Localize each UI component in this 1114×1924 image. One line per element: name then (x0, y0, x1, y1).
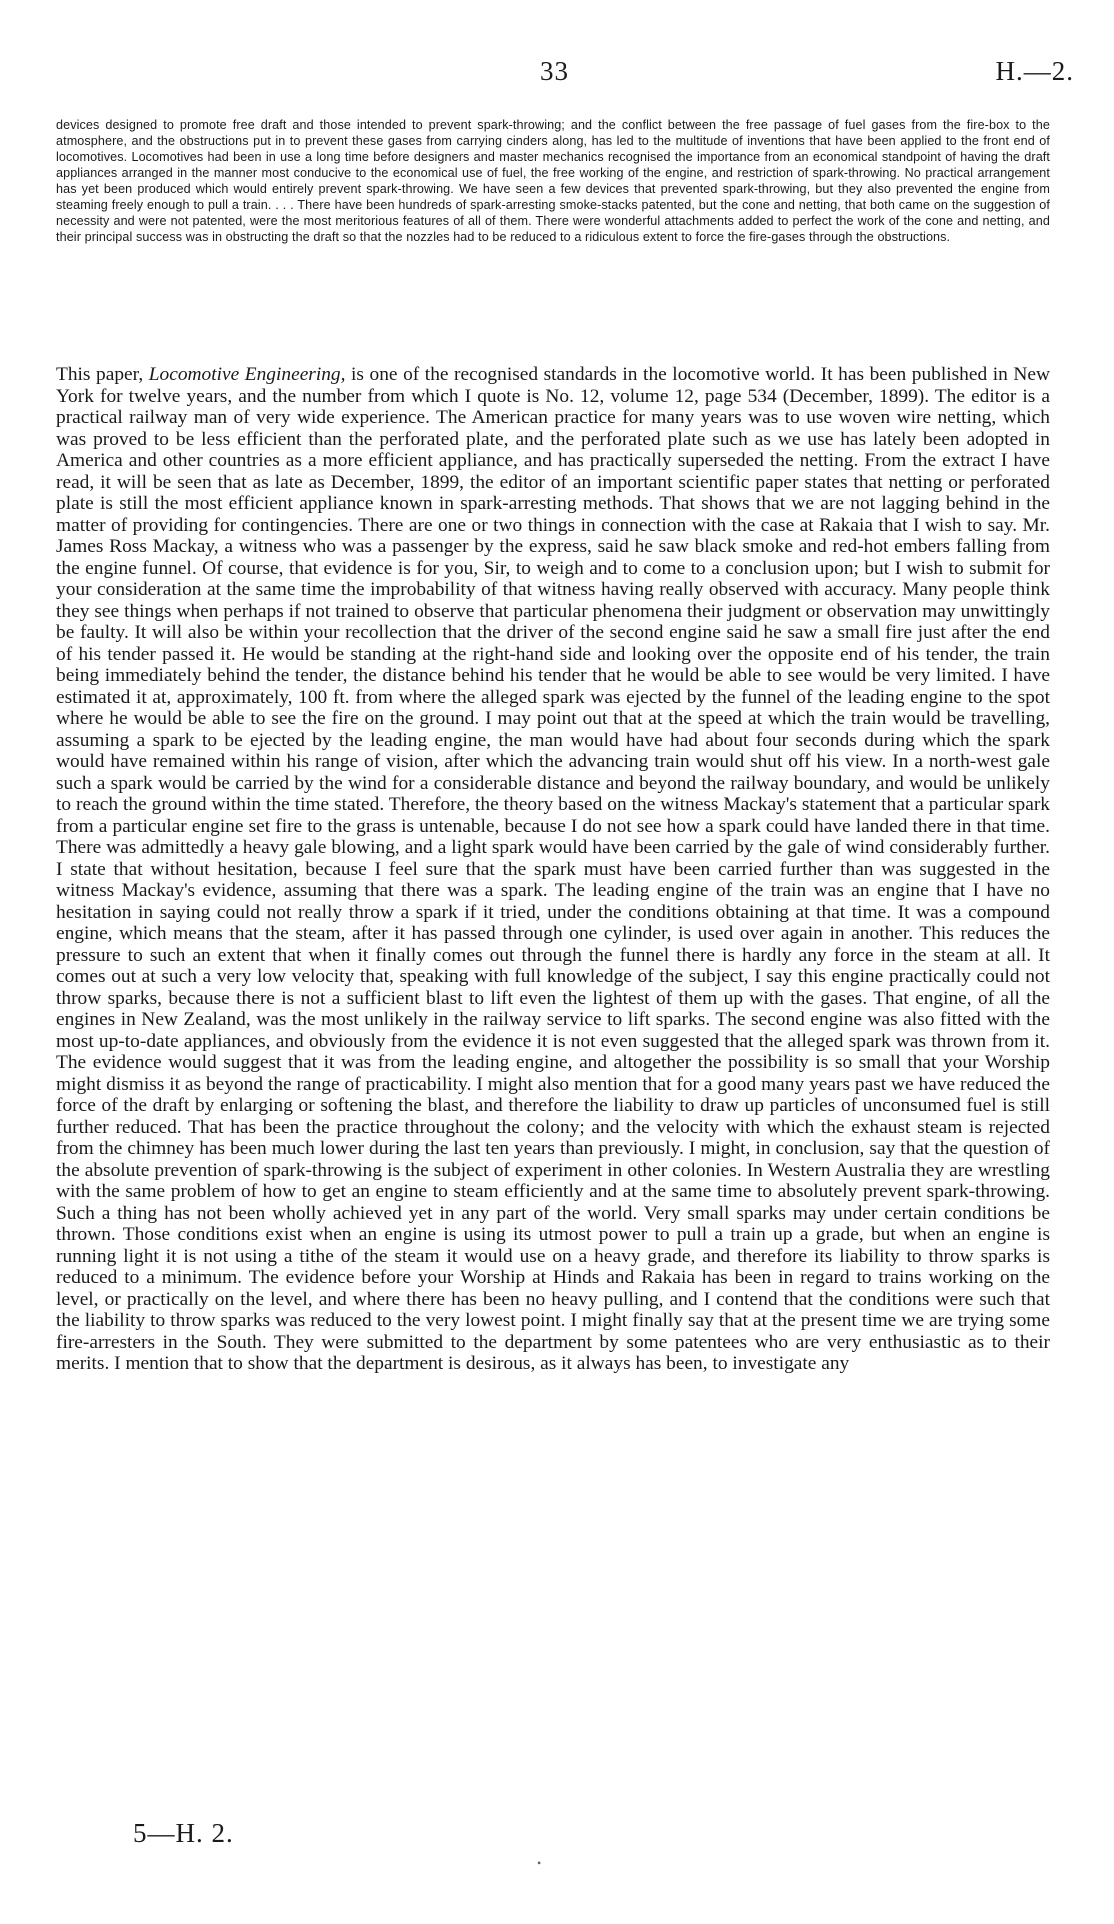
body-text: is one of the recognised standards in the locomotive world. It has been published in New York for twelve years, and the number from which I quote is No. 12, volume 12, page 534 (December, 1899). The editor is a practical railway man of very wide experience. The American practice for many years was to use woven wire netting, which was proved to be less efficient than the perforated plate, and the perforated plate such as we use has lately been adopted in America and other countries as a more efficient appliance, and has practically superseded the netting. From the extract I have read, it will be seen that as late as December, 1899, the editor of an important scientific paper states that netting or perforated plate is still the most efficient appliance known in spark-arresting methods. That shows that we are not lagging behind in the matter of providing for contingencies. There are one or two things in connection with the case at Rakaia that I wish to say. Mr. James Ross Mackay, a witness who was a passenger by the express, said he saw black smoke and red-hot embers falling from the engine funnel. Of course, that evidence is for you, Sir, to weigh and to come to a conclusion upon; but I wish to submit for your consideration at the same time the improbability of that witness having really observed with accuracy. Many people think they see things when perhaps if not trained to observe that particular phenomena their judgment or observation may unwittingly be faulty. It will also be within your recollection that the driver of the second engine said he saw a small fire just after the end of his tender passed it. He would be standing at the right-hand side and looking over the opposite end of his tender, the train being immediately behind the tender, the distance behind his tender that he would be able to see would be very limited. I have estimated it at, approximately, 100 ft. from where the alleged spark was ejected by the funnel of the leading engine to the spot where he would be able to see the fire on the ground. I may point out that at the speed at which the train would be travelling, assuming a spark to be ejected by the leading engine, the man would have had about four seconds during which the spark would have remained within his range of vision, after which the advancing train would shut off his view. In a north-west gale such a spark would be carried by the wind for a considerable distance and beyond the railway boundary, and would be unlikely to reach the ground within the time stated. Therefore, the theory based on the witness Mackay's statement that a particular spark from a particular engine set fire to the grass is untenable, because I do not see how a spark could have landed there in that time. There was admittedly a heavy gale blowing, and a light spark would have been carried by the gale of wind considerably further. I state that without hesitation, because I feel sure that the spark must have been carried further than was suggested in the witness Mackay's evidence, assuming that there was a spark. The leading engine of the train was an engine that I have no hesitation in saying could not really throw a spark if it tried, under the conditions obtaining at that time. It was a compound engine, which means that the steam, after it has passed through one cylinder, is used over again in another. This reduces the pressure to such an extent that when it finally comes out through the funnel there is hardly any force in the steam at all. It comes out at such a very low velocity that, speaking with full knowledge of the subject, I say this engine practically could not throw sparks, because there is not a sufficient blast to lift even the lightest of them up with the gases. That engine, of all the engines in New Zealand, was the most unlikely in the railway service to lift sparks. The second engine was also fitted with the most up-to-date appliances, and obviously from the evidence it is not even suggested that the alleged spark was thrown from it. The evidence would suggest that it was from the leading engine, and altogether the possibility is so small that your Worship might dismiss it as beyond the range of practicability. I might also mention that for a good many years past we have reduced the force of the draft by enlarging or softening the blast, and therefore the liability to draw up particles of unconsumed fuel is still further reduced. That has been the practice throughout the colony; and the velocity with which the exhaust steam is rejected from the chimney has been much lower during the last ten years than previously. I might, in conclusion, say that the question of the absolute prevention of spark-throwing is the subject of experiment in other colonies. In Western Australia they are wrestling with the same problem of how to get an engine to steam efficiently and at the same time to absolutely prevent spark-throwing. Such a thing has not been wholly achieved yet in any part of the world. Very small sparks may under certain conditions be thrown. Those conditions exist when an engine is using its utmost power to pull a train up a grade, but when an engine is running light it is not using a tithe of the steam it would use on a heavy grade, and therefore its liability to throw sparks is reduced to a minimum. The evidence before your Worship at Hinds and Rakaia has been in regard to trains working on the level, or practically on the level, and where there has been no heavy pulling, and I contend that the conditions were such that the liability to throw sparks was reduced to the very lowest point. I might finally say that at the present time we are trying some fire-arresters in the South. They were submitted to the department by some patentees who are very enthusiastic as to their merits. I mention that to show that the department is desirous, as it always has been, to investigate any (56, 364, 1050, 1374)
page-number: 33 (540, 56, 569, 86)
body-paragraph (56, 364, 1050, 1375)
page-header (0, 56, 1114, 96)
publication-title: Locomotive Engineering, (148, 364, 346, 385)
footer-dot: • (537, 1856, 542, 1870)
quoted-extract: devices designed to promote free draft and those intended to prevent spark-throwing; and the conflict between the free passage of fuel gases from the fire-box to the atmosphere, and the obstructions put in to prevent these gases from carrying cinders along, has led to the multitude of inventions that have been applied to the front end of locomotives. Locomotives had been in use a long time before designers and master mechanics recognised the importance from an economical standpoint of having the draft appliances arranged in the manner most conducive to the economical use of fuel, the free working of the engine, and restriction of spark-throwing. No practical arrangement has yet been produced which would entirely prevent spark-throwing. We have seen a few devices that prevented spark-throwing, but they also prevented the engine from steaming freely enough to pull a train. . . . There have been hundreds of spark-arresting smoke-stacks patented, but the cone and netting, that both came on the suggestion of necessity and were not patented, were the most meritorious features of all of them. There were wonderful attachments added to perfect the work of the cone and netting, and their principal success was in obstructing the draft so that the nozzles had to be reduced to a ridiculous extent to force the fire-gases through the obstructions. (56, 118, 1050, 244)
body-lead: This paper, (56, 364, 149, 385)
document-reference: H.—2. (995, 56, 1074, 86)
signature-mark: 5—H. 2. (133, 1818, 234, 1848)
